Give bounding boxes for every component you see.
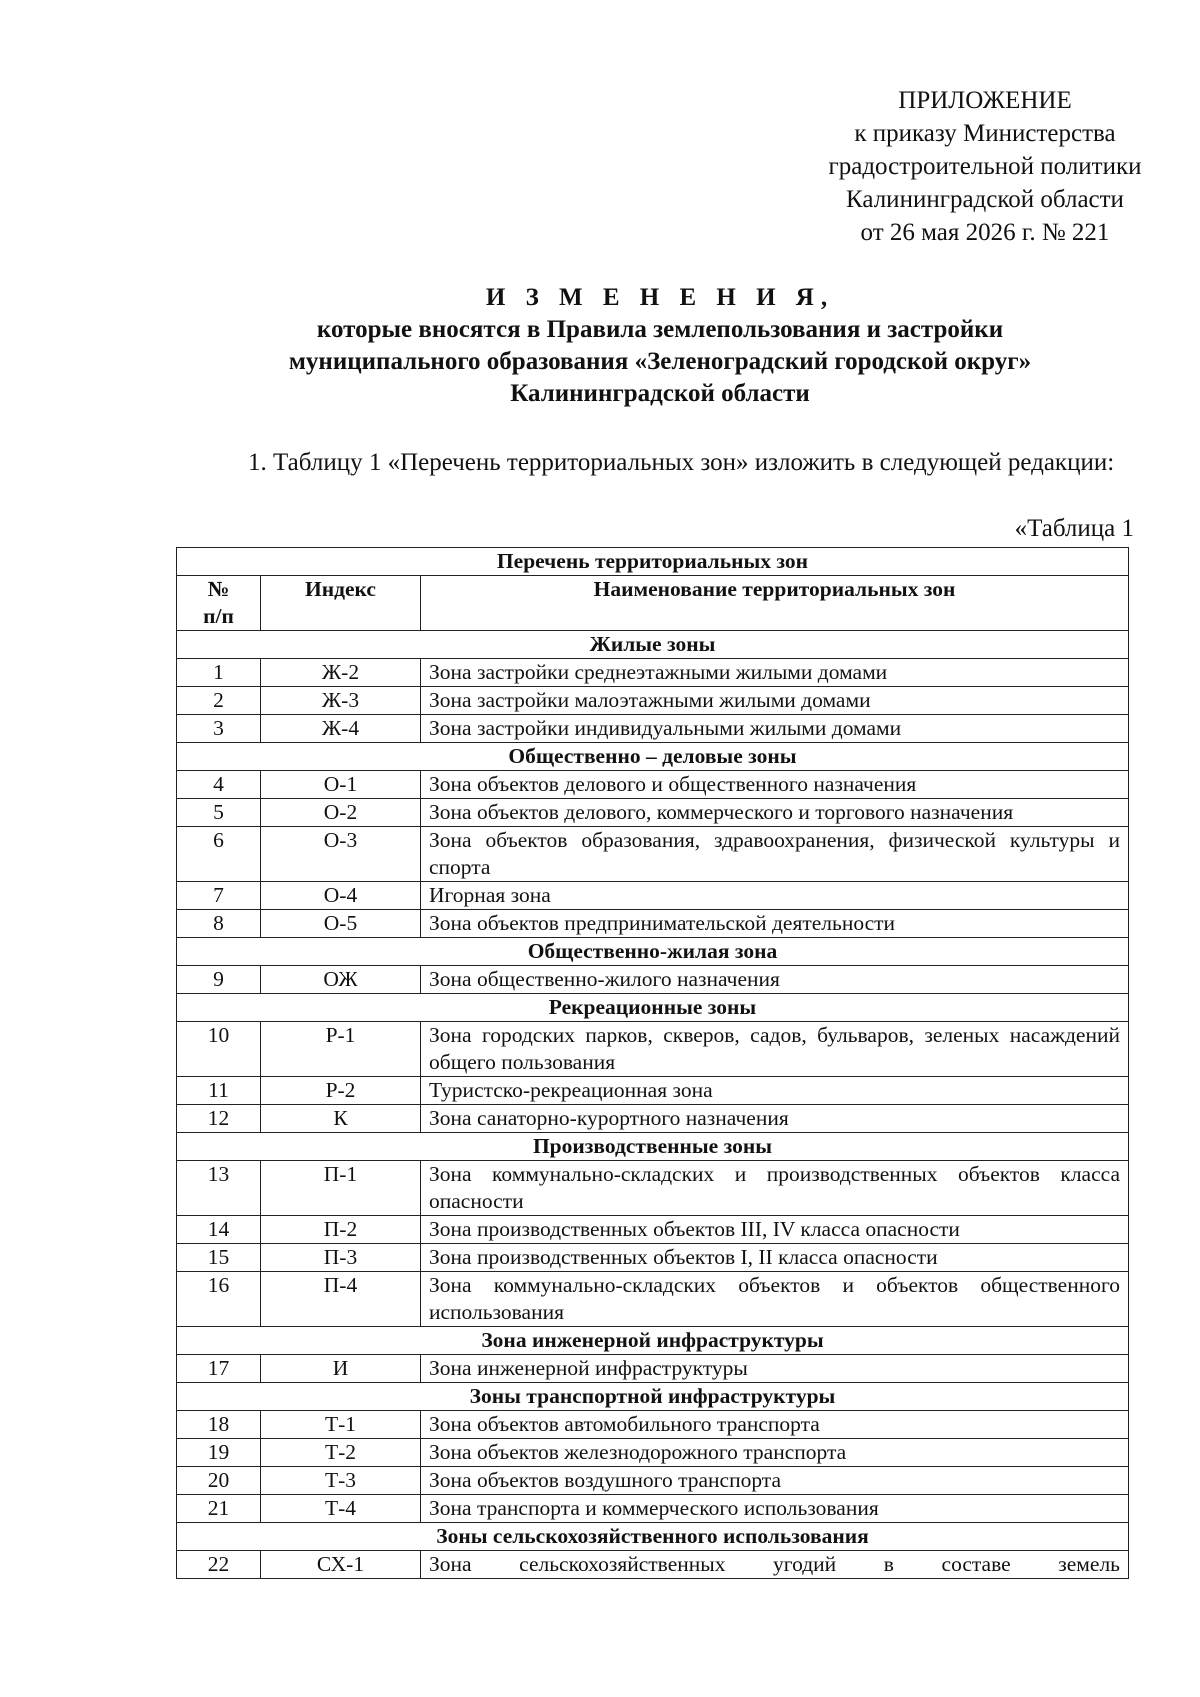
zone-name: Зона общественно-жилого назначения (421, 966, 1129, 994)
table-row (177, 799, 1129, 827)
table-row (177, 1105, 1129, 1133)
zone-group-title: Рекреационные зоны (177, 994, 1129, 1022)
zone-index: Т-3 (261, 1467, 421, 1495)
zone-number: 2 (177, 687, 261, 715)
zone-group-title: Производственные зоны (177, 1133, 1129, 1161)
table-caption: «Таблица 1 (1014, 515, 1134, 542)
table-row (177, 827, 1129, 882)
document-title: И З М Е Н Е Н И Я, (485, 284, 835, 311)
zone-name: Зона городских парков, скверов, садов, бульваров, зеленых насаждений общего пользования (421, 1022, 1129, 1077)
zone-name: Зона производственных объектов I, II класса опасности (421, 1244, 1129, 1272)
table-row (177, 1216, 1129, 1244)
zone-number: 17 (177, 1355, 261, 1383)
table-row (177, 771, 1129, 799)
zone-index: Т-1 (261, 1411, 421, 1439)
zone-index: И (261, 1355, 421, 1383)
zone-number: 12 (177, 1105, 261, 1133)
zone-number: 14 (177, 1216, 261, 1244)
zone-number: 11 (177, 1077, 261, 1105)
zone-group-row (177, 1523, 1129, 1551)
zone-index: Р-2 (261, 1077, 421, 1105)
document-subtitle-line-1: которые вносятся в Правила землепользования и застройки (316, 316, 1004, 343)
zone-name: Зона застройки малоэтажными жилыми домами (421, 687, 1129, 715)
table-row (177, 910, 1129, 938)
zone-index: ОЖ (261, 966, 421, 994)
table-row (177, 1411, 1129, 1439)
zone-name: Зона сельскохозяйственных угодий в составе земель (421, 1551, 1129, 1579)
zone-group-row (177, 1327, 1129, 1355)
zone-number: 15 (177, 1244, 261, 1272)
appendix-order-line: к приказу Министерства (854, 120, 1116, 147)
zone-index: Т-2 (261, 1439, 421, 1467)
appendix-date-line: от 26 мая 2026 г. № 221 (860, 219, 1110, 246)
zone-group-row (177, 938, 1129, 966)
zone-number: 1 (177, 659, 261, 687)
zone-number: 7 (177, 882, 261, 910)
zones-table-body (177, 548, 1129, 1579)
table-row (177, 1467, 1129, 1495)
zone-name: Зона санаторно-курортного назначения (421, 1105, 1129, 1133)
appendix-ministry-line: градостроительной политики (828, 153, 1142, 180)
table-row (177, 1439, 1129, 1467)
header-name: Наименование территориальных зон (421, 576, 1129, 631)
header-index: Индекс (261, 576, 421, 631)
document-subtitle-line-2: муниципального образования «Зеленоградский городской округ» (288, 348, 1032, 375)
zone-name: Зона застройки среднеэтажными жилыми домами (421, 659, 1129, 687)
zone-number: 6 (177, 827, 261, 882)
header-num: № п/п (177, 576, 261, 631)
zone-number: 9 (177, 966, 261, 994)
zone-number: 21 (177, 1495, 261, 1523)
zone-name: Зона застройки индивидуальными жилыми домами (421, 715, 1129, 743)
zone-index: П-1 (261, 1161, 421, 1216)
zone-number: 20 (177, 1467, 261, 1495)
zone-index: СХ-1 (261, 1551, 421, 1579)
table-row (177, 1272, 1129, 1327)
zone-group-title: Общественно-жилая зона (177, 938, 1129, 966)
zone-index: К (261, 1105, 421, 1133)
zone-group-row (177, 1133, 1129, 1161)
zone-number: 18 (177, 1411, 261, 1439)
zone-group-row (177, 994, 1129, 1022)
table-row (177, 1244, 1129, 1272)
zone-name: Зона транспорта и коммерческого использования (421, 1495, 1129, 1523)
zone-number: 13 (177, 1161, 261, 1216)
table-row (177, 659, 1129, 687)
zone-name: Зона объектов воздушного транспорта (421, 1467, 1129, 1495)
zone-name: Туристско-рекреационная зона (421, 1077, 1129, 1105)
zone-number: 10 (177, 1022, 261, 1077)
zone-name: Зона объектов предпринимательской деятельности (421, 910, 1129, 938)
zone-group-row (177, 743, 1129, 771)
zone-group-title: Зоны сельскохозяйственного использования (177, 1523, 1129, 1551)
zone-name: Зона объектов делового, коммерческого и торгового назначения (421, 799, 1129, 827)
zone-name: Зона объектов образования, здравоохранения, физической культуры и спорта (421, 827, 1129, 882)
table-title: Перечень территориальных зон (177, 548, 1129, 576)
table-row (177, 1022, 1129, 1077)
zone-index: О-1 (261, 771, 421, 799)
zone-name: Зона объектов делового и общественного назначения (421, 771, 1129, 799)
zone-index: Ж-3 (261, 687, 421, 715)
appendix-block (790, 84, 1180, 249)
document-heading (160, 282, 1160, 410)
zone-index: О-5 (261, 910, 421, 938)
zone-number: 4 (177, 771, 261, 799)
zone-group-row (177, 631, 1129, 659)
table-row (177, 715, 1129, 743)
table-row (177, 882, 1129, 910)
appendix-title: ПРИЛОЖЕНИЕ (898, 87, 1072, 114)
zone-number: 3 (177, 715, 261, 743)
zone-group-title: Жилые зоны (177, 631, 1129, 659)
table-row (177, 687, 1129, 715)
zone-number: 19 (177, 1439, 261, 1467)
zone-group-title: Общественно – деловые зоны (177, 743, 1129, 771)
zones-table (176, 547, 1129, 1579)
appendix-region-line: Калининградской области (846, 186, 1124, 213)
amendment-paragraph: 1. Таблицу 1 «Перечень территориальных зон» изложить в следующей редакции: (248, 449, 1115, 476)
table-row (177, 1161, 1129, 1216)
zone-group-row (177, 1383, 1129, 1411)
zone-index: П-4 (261, 1272, 421, 1327)
zone-index: Ж-4 (261, 715, 421, 743)
table-header-row (177, 576, 1129, 631)
zone-index: П-2 (261, 1216, 421, 1244)
zone-index: О-3 (261, 827, 421, 882)
zone-number: 5 (177, 799, 261, 827)
zone-name: Игорная зона (421, 882, 1129, 910)
zone-name: Зона коммунально-складских объектов и объектов общественного использования (421, 1272, 1129, 1327)
zone-number: 16 (177, 1272, 261, 1327)
zone-name: Зона объектов железнодорожного транспорта (421, 1439, 1129, 1467)
zone-name: Зона производственных объектов III, IV класса опасности (421, 1216, 1129, 1244)
table-row (177, 1495, 1129, 1523)
table-row (177, 1551, 1129, 1579)
table-row (177, 1355, 1129, 1383)
zone-index: О-2 (261, 799, 421, 827)
zone-index: П-3 (261, 1244, 421, 1272)
table-row (177, 1077, 1129, 1105)
table-title-row (177, 548, 1129, 576)
zone-name: Зона объектов автомобильного транспорта (421, 1411, 1129, 1439)
zone-name: Зона коммунально-складских и производственных объектов класса опасности (421, 1161, 1129, 1216)
zone-index: Р-1 (261, 1022, 421, 1077)
zone-group-title: Зоны транспортной инфраструктуры (177, 1383, 1129, 1411)
zone-number: 22 (177, 1551, 261, 1579)
zone-index: Ж-2 (261, 659, 421, 687)
zone-number: 8 (177, 910, 261, 938)
zone-group-title: Зона инженерной инфраструктуры (177, 1327, 1129, 1355)
zone-index: Т-4 (261, 1495, 421, 1523)
zone-name: Зона инженерной инфраструктуры (421, 1355, 1129, 1383)
document-subtitle-line-3: Калининградской области (510, 380, 810, 407)
table-row (177, 966, 1129, 994)
zone-index: О-4 (261, 882, 421, 910)
